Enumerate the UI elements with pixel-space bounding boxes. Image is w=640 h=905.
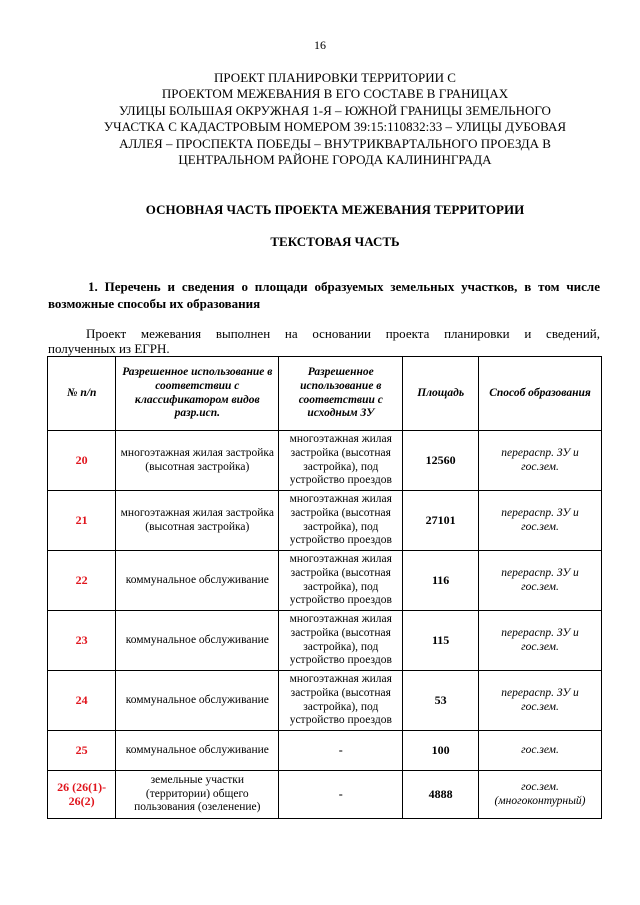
cell-number: 20 — [48, 431, 116, 491]
title-line: АЛЛЕЯ – ПРОСПЕКТА ПОБЕДЫ – ВНУТРИКВАРТАЛЬНОГО ПРОЕЗДА В — [119, 135, 551, 151]
section-heading — [48, 278, 600, 312]
header-use-classifier: Разрешенное использование в соответствии с классификатором видов разр.исп. — [116, 357, 279, 431]
header-method: Способ образования — [478, 357, 601, 431]
cell-use-classifier: коммунальное обслуживание — [116, 611, 279, 671]
title-line: ПРОЕКТОМ МЕЖЕВАНИЯ В ЕГО СОСТАВЕ В ГРАНИЦАХ — [161, 86, 509, 102]
cell-area: 4888 — [403, 771, 479, 819]
section-heading-line: 1. Перечень и сведения о площади образуемых земельных участков, в том числе — [88, 279, 600, 294]
table-row — [48, 491, 602, 551]
intro-paragraph — [48, 326, 600, 356]
cell-use-classifier: коммунальное обслуживание — [116, 671, 279, 731]
cell-method: перераспр. ЗУ и гос.зем. — [478, 491, 601, 551]
section-heading-line: возможные способы их образования — [48, 296, 261, 311]
cell-use-classifier: коммунальное обслуживание — [116, 551, 279, 611]
cell-use-original: многоэтажная жилая застройка (высотная застройка), под устройство проездов — [279, 671, 403, 731]
table-row — [48, 771, 602, 819]
cell-number: 21 — [48, 491, 116, 551]
header-number: № п/п — [48, 357, 116, 431]
cell-method: перераспр. ЗУ и гос.зем. — [478, 611, 601, 671]
title-line: УЛИЦЫ БОЛЬШАЯ ОКРУЖНАЯ 1-Я – ЮЖНОЙ ГРАНИЦЫ ЗЕМЕЛЬНОГО — [119, 102, 551, 118]
table-row — [48, 671, 602, 731]
cell-use-original: многоэтажная жилая застройка (высотная застройка), под устройство проездов — [279, 431, 403, 491]
cell-method: перераспр. ЗУ и гос.зем. — [478, 551, 601, 611]
cell-method: перераспр. ЗУ и гос.зем. — [478, 671, 601, 731]
cell-use-classifier: коммунальное обслуживание — [116, 731, 279, 771]
title-line: ПРОЕКТ ПЛАНИРОВКИ ТЕРРИТОРИИ С — [214, 70, 456, 85]
cell-area: 53 — [403, 671, 479, 731]
main-heading: ОСНОВНАЯ ЧАСТЬ ПРОЕКТА МЕЖЕВАНИЯ ТЕРРИТОРИИ — [145, 202, 525, 217]
cell-use-original: многоэтажная жилая застройка (высотная застройка), под устройство проездов — [279, 491, 403, 551]
cell-area: 12560 — [403, 431, 479, 491]
table-row — [48, 611, 602, 671]
cell-use-original: многоэтажная жилая застройка (высотная застройка), под устройство проездов — [279, 611, 403, 671]
cell-use-original: - — [279, 771, 403, 819]
cell-number: 22 — [48, 551, 116, 611]
cell-number: 26 (26(1)- 26(2) — [48, 771, 116, 819]
page-number: 16 — [314, 38, 326, 52]
table-row — [48, 431, 602, 491]
cell-use-original: многоэтажная жилая застройка (высотная застройка), под устройство проездов — [279, 551, 403, 611]
cell-number: 25 — [48, 731, 116, 771]
header-area: Площадь — [403, 357, 479, 431]
document-title — [70, 70, 600, 168]
cell-area: 27101 — [403, 491, 479, 551]
intro-line: Проект межевания выполнен на основании проекта планировки и сведений, — [86, 326, 600, 341]
sub-heading: ТЕКСТОВАЯ ЧАСТЬ — [270, 234, 400, 249]
title-line: ЦЕНТРАЛЬНОМ РАЙОНЕ ГОРОДА КАЛИНИНГРАДА — [178, 152, 492, 168]
cell-use-classifier: многоэтажная жилая застройка (высотная застройка) — [116, 491, 279, 551]
table-row — [48, 731, 602, 771]
land-plots-table — [47, 356, 602, 819]
cell-number: 24 — [48, 671, 116, 731]
title-line: УЧАСТКА С КАДАСТРОВЫМ НОМЕРОМ 39:15:110832:33 – УЛИЦЫ ДУБОВАЯ — [103, 119, 567, 135]
cell-method: перераспр. ЗУ и гос.зем. — [478, 431, 601, 491]
cell-use-original: - — [279, 731, 403, 771]
cell-use-classifier: многоэтажная жилая застройка (высотная застройка) — [116, 431, 279, 491]
header-use-original: Разрешенное использование в соответствии с исходным ЗУ — [279, 357, 403, 431]
cell-method: гос.зем. (многоконтурный) — [478, 771, 601, 819]
cell-area: 116 — [403, 551, 479, 611]
table-row — [48, 551, 602, 611]
table-header-row — [48, 357, 602, 431]
cell-area: 115 — [403, 611, 479, 671]
cell-area: 100 — [403, 731, 479, 771]
cell-method: гос.зем. — [478, 731, 601, 771]
cell-use-classifier: земельные участки (территории) общего пользования (озеленение) — [116, 771, 279, 819]
intro-line: полученных из ЕГРН. — [48, 341, 170, 356]
cell-number: 23 — [48, 611, 116, 671]
